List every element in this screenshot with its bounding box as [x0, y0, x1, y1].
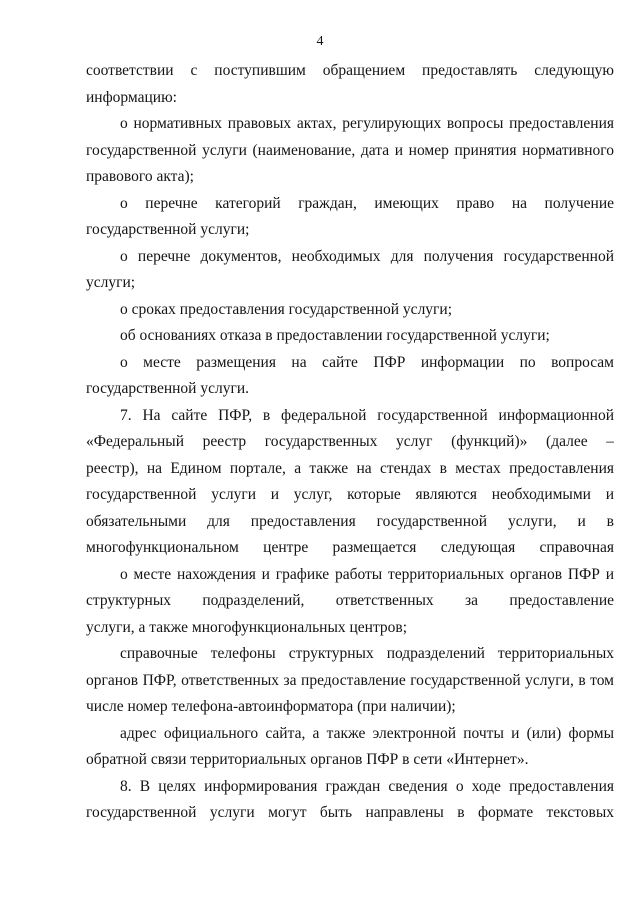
- text-line: 7. На сайте ПФР, в федеральной государственной информационной: [120, 406, 614, 424]
- text-line: о месте размещения на сайте ПФР информации по вопросам: [120, 353, 614, 371]
- text-line: услуги, а также многофункциональных центров;: [86, 618, 408, 636]
- text-line: о перечне категорий граждан, имеющих право на получение: [120, 194, 614, 212]
- text-line: о перечне документов, необходимых для получения государственной: [120, 247, 614, 265]
- text-line: «Федеральный реестр государственных услуг (функций)» (далее –: [86, 433, 614, 450]
- document-body: [86, 58, 614, 827]
- text-line: многофункциональном центре размещается следующая справочная: [86, 539, 614, 556]
- text-line: о месте нахождения и графике работы территориальных органов ПФР и: [120, 565, 614, 583]
- text-line: о сроках предоставления государственной услуги;: [120, 300, 453, 318]
- text-line: государственной услуги.: [86, 380, 249, 397]
- text-line: государственной услуги;: [86, 221, 250, 238]
- text-line: 8. В целях информирования граждан сведения о ходе предоставления: [120, 777, 614, 795]
- text-line: государственной услуги могут быть направлены в формате текстовых: [86, 804, 614, 821]
- text-line: о нормативных правовых актах, регулирующих вопросы предоставления: [120, 115, 614, 132]
- text-line: числе номер телефона-автоинформатора (при наличии);: [86, 698, 456, 715]
- text-line: государственной услуги (наименование, дата и номер принятия нормативного: [86, 141, 614, 159]
- text-line: обязательными для предоставления государственной услуги, и в: [86, 512, 614, 530]
- text-line: государственной услуги и услуг, которые являются необходимыми и: [86, 486, 614, 503]
- text-line: об основаниях отказа в предоставлении государственной услуги;: [120, 327, 550, 344]
- text-line: органов ПФР, ответственных за предоставление государственной услуги, в том: [86, 671, 614, 689]
- text-line: обратной связи территориальных органов ПФР в сети «Интернет».: [86, 751, 529, 768]
- text-line: соответствии с поступившим обращением предоставлять следующую: [86, 62, 614, 79]
- text-line: информацию:: [86, 88, 177, 106]
- text-line: реестр), на Едином портале, а также на стендах в местах предоставления: [86, 459, 614, 477]
- text-line: правового акта);: [86, 168, 194, 185]
- text-line: адрес официального сайта, а также электронной почты и (или) формы: [120, 724, 614, 742]
- text-line: услуги;: [86, 274, 136, 291]
- page-number: 4: [316, 34, 324, 49]
- text-line: структурных подразделений, ответственных за предоставление: [86, 592, 614, 609]
- text-line: справочные телефоны структурных подразделений территориальных: [120, 645, 614, 662]
